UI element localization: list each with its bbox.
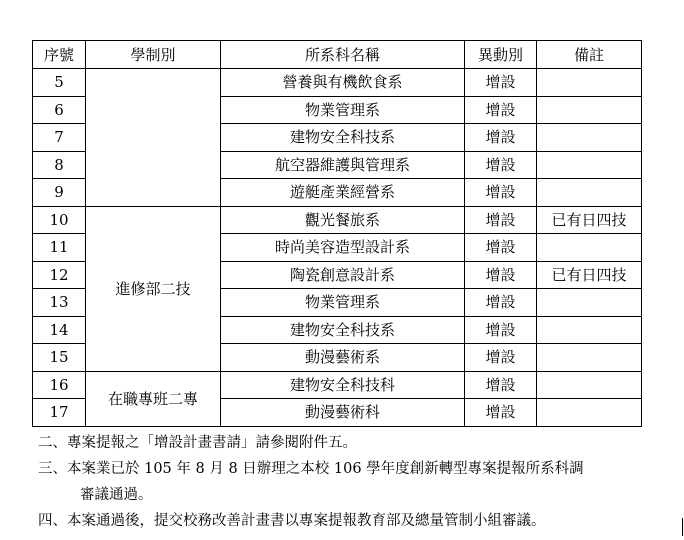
cell-serial-number: 6 xyxy=(33,96,86,124)
cell-change-type: 增設 xyxy=(465,151,537,179)
cell-remarks xyxy=(537,289,642,317)
header-change-type: 異動別 xyxy=(465,41,537,69)
notes-section xyxy=(38,430,584,534)
cell-remarks xyxy=(537,124,642,152)
cell-remarks xyxy=(537,399,642,427)
cell-change-type: 增設 xyxy=(465,124,537,152)
cell-remarks xyxy=(537,234,642,262)
cell-department-name: 動漫藝術系 xyxy=(221,344,465,372)
header-remarks: 備註 xyxy=(537,41,642,69)
cell-change-type: 增設 xyxy=(465,344,537,372)
cell-department-name: 動漫藝術科 xyxy=(221,399,465,427)
cell-remarks xyxy=(537,151,642,179)
cell-change-type: 增設 xyxy=(465,316,537,344)
cell-remarks: 已有日四技 xyxy=(537,206,642,234)
cell-department-name: 物業管理系 xyxy=(221,96,465,124)
cell-serial-number: 10 xyxy=(33,206,86,234)
cell-remarks xyxy=(537,69,642,97)
table-body xyxy=(33,69,642,427)
cell-change-type: 增設 xyxy=(465,399,537,427)
cell-remarks xyxy=(537,371,642,399)
table-row xyxy=(33,69,642,97)
header-serial-number: 序號 xyxy=(33,41,86,69)
table-row xyxy=(33,206,642,234)
cell-remarks: 已有日四技 xyxy=(537,261,642,289)
cell-department-name: 遊艇產業經營系 xyxy=(221,179,465,207)
cell-change-type: 增設 xyxy=(465,371,537,399)
cell-department-name: 建物安全科技科 xyxy=(221,371,465,399)
cell-remarks xyxy=(537,179,642,207)
cell-remarks xyxy=(537,96,642,124)
cell-serial-number: 15 xyxy=(33,344,86,372)
cell-department-name: 航空器維護與管理系 xyxy=(221,151,465,179)
note-item-3: 三、本案業已於 105 年 8 月 8 日辦理之本校 106 學年度創新轉型專案提報所系科調 xyxy=(38,461,584,477)
cell-serial-number: 12 xyxy=(33,261,86,289)
cell-program-type: 進修部二技 xyxy=(86,206,221,371)
cell-serial-number: 7 xyxy=(33,124,86,152)
cell-change-type: 增設 xyxy=(465,69,537,97)
cell-change-type: 增設 xyxy=(465,96,537,124)
cell-department-name: 觀光餐旅系 xyxy=(221,206,465,234)
cell-serial-number: 17 xyxy=(33,399,86,427)
cell-serial-number: 8 xyxy=(33,151,86,179)
header-program-type: 學制別 xyxy=(86,41,221,69)
cell-serial-number: 14 xyxy=(33,316,86,344)
cell-department-name: 陶瓷創意設計系 xyxy=(221,261,465,289)
cell-change-type: 增設 xyxy=(465,289,537,317)
cell-serial-number: 9 xyxy=(33,179,86,207)
cell-department-name: 營養與有機飲食系 xyxy=(221,69,465,97)
cell-change-type: 增設 xyxy=(465,261,537,289)
text-cursor xyxy=(682,518,683,536)
cell-department-name: 建物安全科技系 xyxy=(221,316,465,344)
cell-serial-number: 5 xyxy=(33,69,86,97)
note-item-2: 二、專案提報之「增設計畫書請」請參閱附件五。 xyxy=(38,435,357,451)
cell-change-type: 增設 xyxy=(465,179,537,207)
cell-change-type: 增設 xyxy=(465,206,537,234)
header-department-name: 所系科名稱 xyxy=(221,41,465,69)
cell-serial-number: 16 xyxy=(33,371,86,399)
cell-serial-number: 13 xyxy=(33,289,86,317)
cell-department-name: 建物安全科技系 xyxy=(221,124,465,152)
table-header-row xyxy=(33,41,642,69)
cell-program-type: 在職專班二專 xyxy=(86,371,221,426)
note-item-3-continuation: 審議通過。 xyxy=(80,487,153,503)
cell-remarks xyxy=(537,344,642,372)
cell-program-type xyxy=(86,69,221,207)
cell-change-type: 增設 xyxy=(465,234,537,262)
table-row xyxy=(33,371,642,399)
cell-serial-number: 11 xyxy=(33,234,86,262)
cell-remarks xyxy=(537,316,642,344)
note-item-4: 四、本案通過後，提交校務改善計畫書以專案提報教育部及總量管制小組審議。 xyxy=(38,513,546,529)
cell-department-name: 物業管理系 xyxy=(221,289,465,317)
department-change-table xyxy=(32,40,642,427)
cell-department-name: 時尚美容造型設計系 xyxy=(221,234,465,262)
